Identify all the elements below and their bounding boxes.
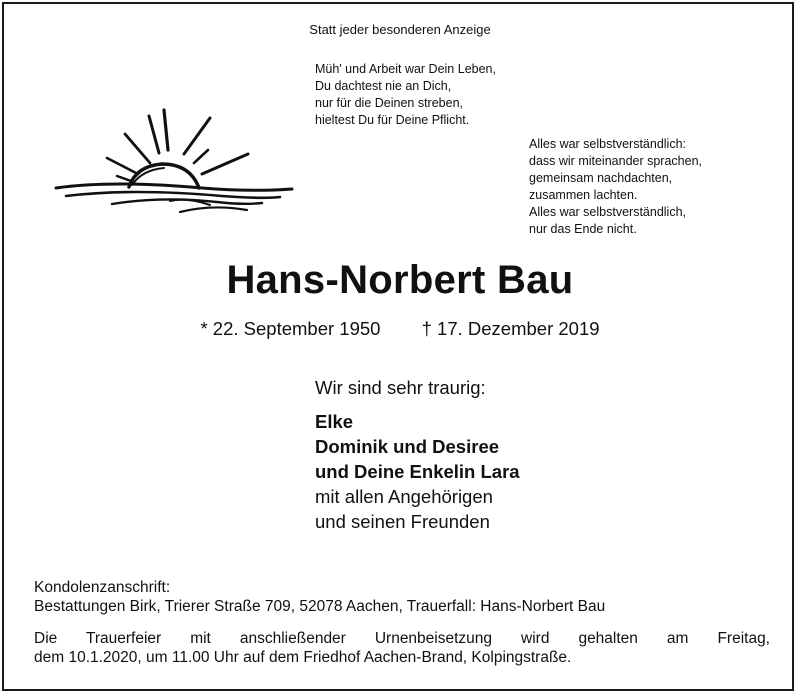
poem-line: nur das Ende nicht. — [529, 222, 637, 236]
poem-right — [529, 136, 702, 238]
poem-line: hieltest Du für Deine Pflicht. — [315, 113, 470, 127]
condolence-text: Bestattungen Birk, Trierer Straße 709, 52078 Aachen, Trauerfall: Hans-Norbert Bau — [34, 598, 606, 615]
life-dates — [0, 318, 800, 340]
sunset-icon — [52, 108, 297, 220]
poem-line: gemeinsam nachdachten, — [529, 171, 673, 185]
poem-line: Müh' und Arbeit war Dein Leben, — [315, 62, 496, 76]
mourner-others: und seinen Freunden — [315, 511, 490, 532]
condolence-address — [34, 578, 770, 616]
poem-line: dass wir miteinander sprachen, — [529, 154, 702, 168]
poem-line: Alles war selbstverständlich, — [529, 205, 687, 219]
mourner-name: Elke — [315, 411, 354, 432]
condolence-label: Kondolenzanschrift: — [34, 579, 171, 596]
death-date: † 17. Dezember 2019 — [421, 318, 600, 339]
poem-line: nur für die Deinen streben, — [315, 96, 464, 110]
mourner-name: und Deine Enkelin Lara — [315, 461, 520, 482]
poem-left — [315, 61, 496, 129]
ceremony-line: Die Trauerfeier mit anschließender Urnenbeisetzung wird gehalten am Freitag, — [34, 630, 770, 647]
mourner-name: Dominik und Desiree — [315, 436, 500, 457]
mourners-intro: Wir sind sehr traurig: — [315, 377, 486, 398]
ceremony-info — [34, 629, 770, 667]
ceremony-line: dem 10.1.2020, um 11.00 Uhr auf dem Friedhof Aachen-Brand, Kolpingstraße. — [34, 649, 572, 666]
poem-line: Alles war selbstverständlich: — [529, 137, 687, 151]
mourners-block — [315, 375, 520, 534]
header-note: Statt jeder besonderen Anzeige — [309, 22, 491, 37]
mourner-others: mit allen Angehörigen — [315, 486, 493, 507]
deceased-name: Hans-Norbert Bau — [226, 258, 574, 302]
poem-line: Du dachtest nie an Dich, — [315, 79, 452, 93]
birth-date: * 22. September 1950 — [200, 318, 381, 339]
poem-line: zusammen lachten. — [529, 188, 638, 202]
